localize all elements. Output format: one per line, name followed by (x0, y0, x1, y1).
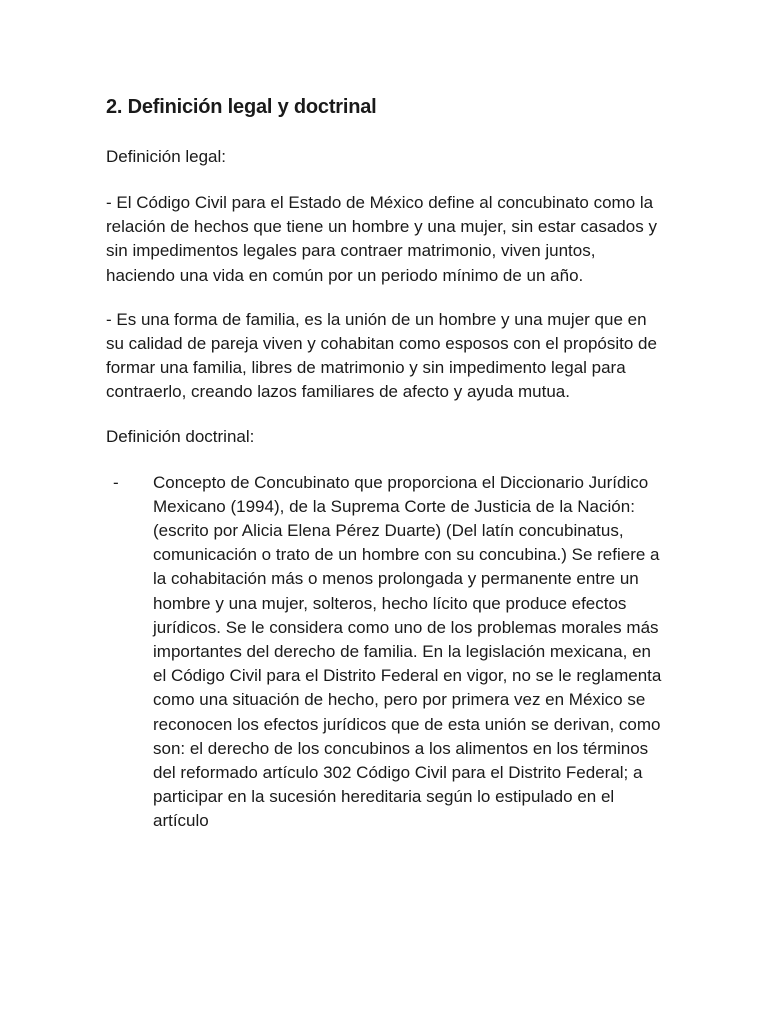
doctrinal-list (106, 471, 666, 834)
legal-paragraph-2: - Es una forma de familia, es la unión de un hombre y una mujer que en su calidad de pareja viven y cohabitan como esposos con el propósito de formar una familia, libres de matrimonio y sin impedimento legal para contraerlo, creando lazos familiares de afecto y ayuda mutua. (106, 309, 657, 402)
doctrinal-definition-label: Definición doctrinal: (106, 426, 255, 446)
section-heading: 2. Definición legal y doctrinal (106, 96, 377, 118)
dash-bullet-icon: - (113, 472, 119, 492)
legal-definition-label: Definición legal: (106, 147, 227, 166)
document-page (106, 93, 666, 834)
list-item (106, 471, 666, 834)
doctrinal-item-text: Concepto de Concubinato que proporciona el Diccionario Jurídico Mexicano (1994), de la Suprema Corte de Justicia de la Nación: (escrito por Alicia Elena Pérez Duarte) (Del latín concubinatus, comunicación o trato de un hombre con su concubina.) Se refiere a la cohabitación más o menos prolongada y permanente entre un hombre y una mujer, solteros, hecho lícito que produce efectos jurídicos. Se le considera como uno de los problemas morales más importantes del derecho de familia. En la legislación mexicana, en el Código Civil para el Distrito Federal en vigor, no se le reglamenta como una situación de hecho, pero por primera vez en México se reconocen los efectos jurídicos que de esta unión se derivan, como son: el derecho de los concubinos a los alimentos en los términos del reformado artículo 302 Código Civil para el Distrito Federal; a participar en la sucesión hereditaria según lo estipulado en el artículo (153, 472, 662, 831)
legal-paragraph-1: - El Código Civil para el Estado de México define al concubinato como la relación de hechos que tiene un hombre y una mujer, sin estar casados y sin impedimentos legales para contraer matrimonio, viven juntos, haciendo una vida en común por un periodo mínimo de un año. (106, 193, 657, 285)
